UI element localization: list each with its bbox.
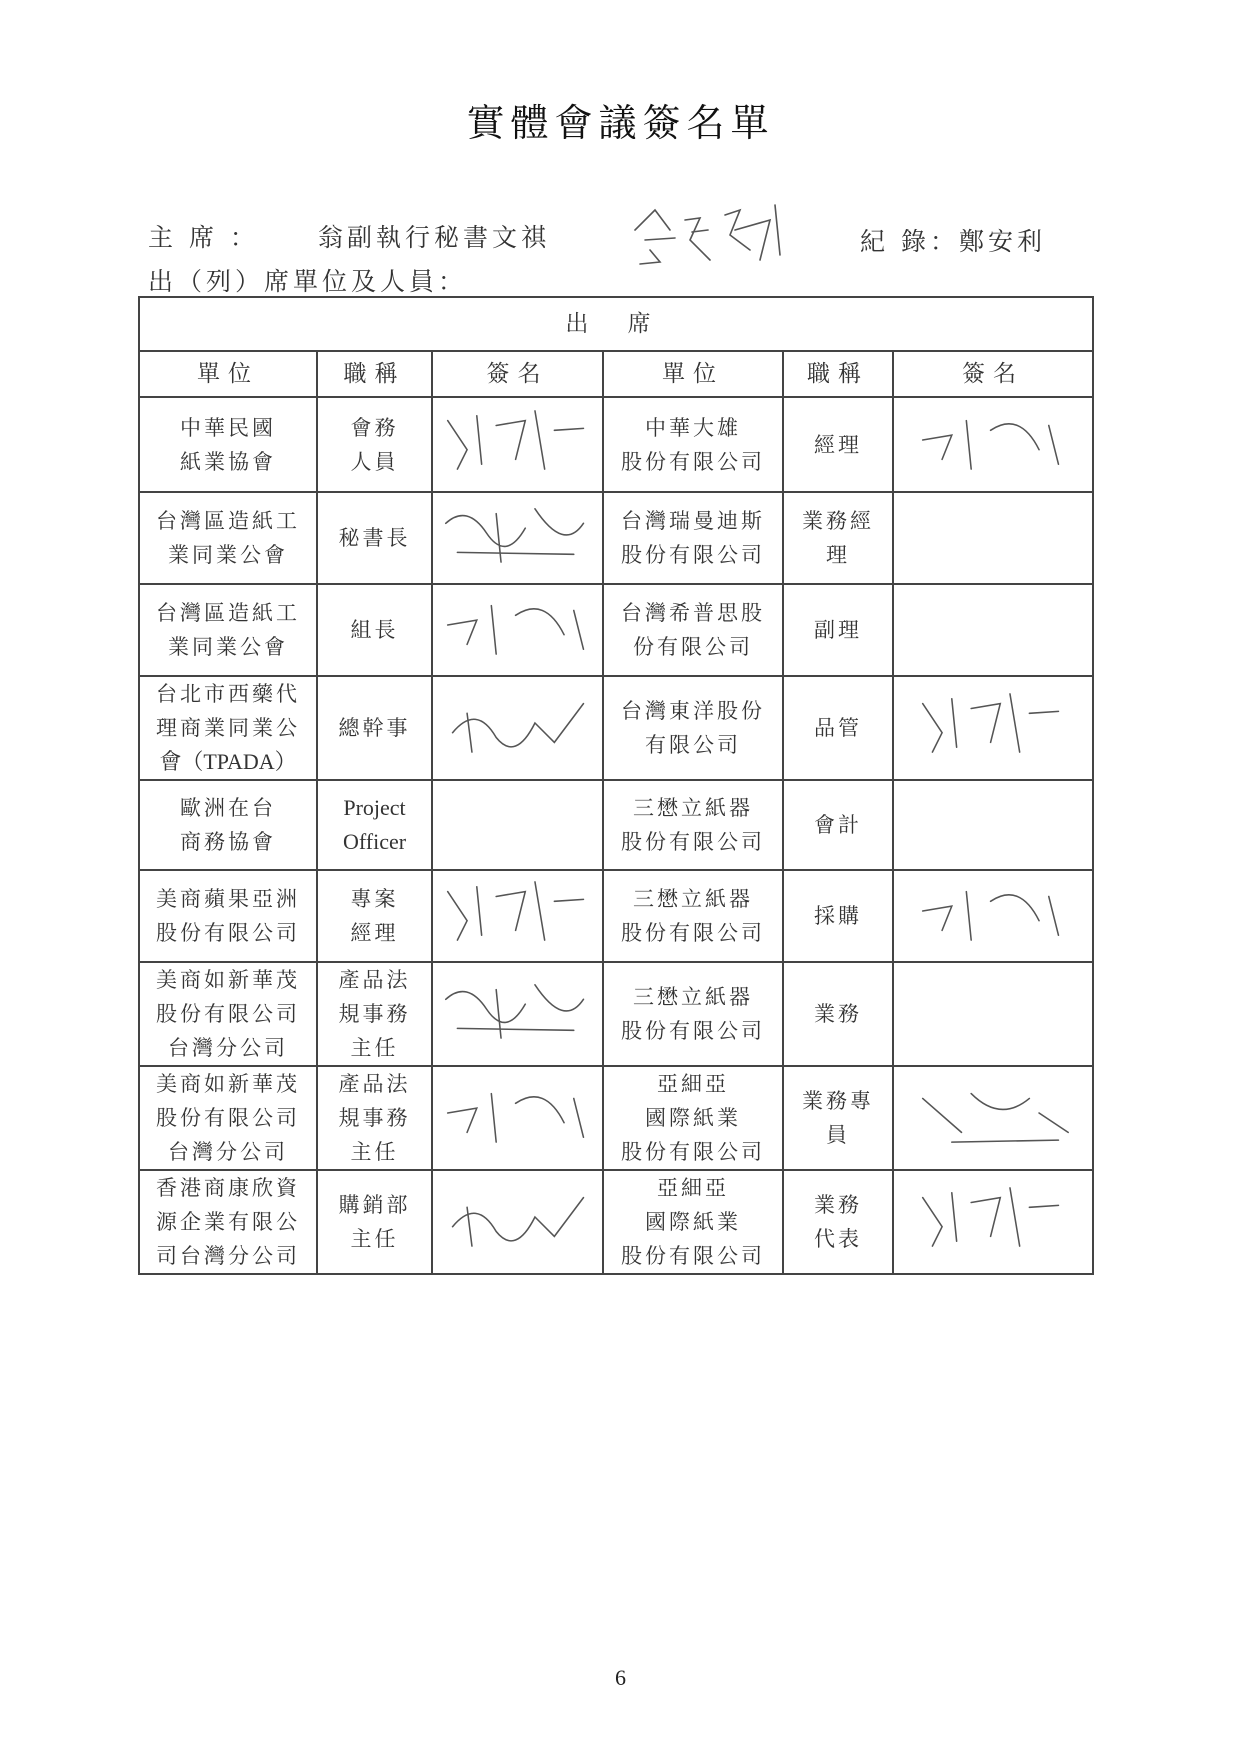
title-cell: 產品法 規事務 主任 (317, 1066, 432, 1170)
signature-blank (893, 492, 1093, 584)
title-cell: 採購 (783, 870, 893, 962)
unit-cell: 香港商康欣資 源企業有限公 司台灣分公司 (139, 1170, 317, 1274)
title-cell: 購銷部 主任 (317, 1170, 432, 1274)
chair-value: 翁副執行秘書文祺 (318, 223, 551, 252)
table-row (139, 492, 1093, 584)
unit-cell: 三懋立紙器 股份有限公司 (603, 780, 783, 870)
signature (432, 492, 603, 584)
attendance-table (138, 296, 1094, 1275)
signature (893, 397, 1093, 492)
signature (893, 870, 1093, 962)
unit-cell: 亞細亞 國際紙業 股份有限公司 (603, 1170, 783, 1274)
table-row (139, 1066, 1093, 1170)
title-cell: 業務 (783, 962, 893, 1066)
attendees-label: 出（列）席單位及人員： (148, 267, 468, 296)
signature-blank (893, 962, 1093, 1066)
chair-label: 主 席 ： (148, 223, 259, 252)
title-cell: 專案 經理 (317, 870, 432, 962)
unit-cell: 歐洲在台 商務協會 (139, 780, 317, 870)
signature (432, 397, 603, 492)
signature (432, 870, 603, 962)
unit-cell: 台北市西藥代 理商業同業公 會（TPADA） (139, 676, 317, 780)
signature-blank (893, 780, 1093, 870)
unit-cell: 台灣東洋股份 有限公司 (603, 676, 783, 780)
title-cell: 業務 代表 (783, 1170, 893, 1274)
unit-cell: 台灣瑞曼迪斯 股份有限公司 (603, 492, 783, 584)
unit-cell: 三懋立紙器 股份有限公司 (603, 870, 783, 962)
page-number: 6 (615, 1665, 626, 1690)
chair-line (148, 218, 550, 254)
title-cell: Project Officer (317, 780, 432, 870)
signature-blank (893, 584, 1093, 676)
unit-cell: 中華民國 紙業協會 (139, 397, 317, 492)
title-cell: 總幹事 (317, 676, 432, 780)
unit-cell: 台灣區造紙工 業同業公會 (139, 492, 317, 584)
signature (432, 676, 603, 780)
unit-cell: 中華大雄 股份有限公司 (603, 397, 783, 492)
signature (893, 1170, 1093, 1274)
table-row (139, 780, 1093, 870)
title-cell: 會務 人員 (317, 397, 432, 492)
title-cell: 秘書長 (317, 492, 432, 584)
unit-cell: 台灣希普思股 份有限公司 (603, 584, 783, 676)
table-row (139, 584, 1093, 676)
signature (432, 1066, 603, 1170)
title-cell: 品管 (783, 676, 893, 780)
column-header: 單位 (603, 351, 783, 397)
title-cell: 業務經 理 (783, 492, 893, 584)
table-row (139, 397, 1093, 492)
title-cell: 業務專 員 (783, 1066, 893, 1170)
signature (432, 584, 603, 676)
title-cell: 副理 (783, 584, 893, 676)
column-header: 單位 (139, 351, 317, 397)
title-cell: 組長 (317, 584, 432, 676)
recorder: 紀 錄：鄭安利 (860, 227, 1046, 256)
title-cell: 經理 (783, 397, 893, 492)
column-header: 職稱 (783, 351, 893, 397)
table-row (139, 962, 1093, 1066)
table-row (139, 870, 1093, 962)
unit-cell: 美商如新華茂 股份有限公司 台灣分公司 (139, 1066, 317, 1170)
unit-cell: 美商蘋果亞洲 股份有限公司 (139, 870, 317, 962)
signature (432, 1170, 603, 1274)
column-header-row (139, 351, 1093, 397)
section-header: 出 席 (139, 297, 1093, 351)
unit-cell: 三懋立紙器 股份有限公司 (603, 962, 783, 1066)
chair-signature (630, 200, 790, 274)
table-row (139, 676, 1093, 780)
title-cell: 產品法 規事務 主任 (317, 962, 432, 1066)
column-header: 簽名 (432, 351, 603, 397)
column-header: 簽名 (893, 351, 1093, 397)
signature (893, 676, 1093, 780)
unit-cell: 台灣區造紙工 業同業公會 (139, 584, 317, 676)
table-row (139, 1170, 1093, 1274)
signature-blank (432, 780, 603, 870)
signature (893, 1066, 1093, 1170)
unit-cell: 亞細亞 國際紙業 股份有限公司 (603, 1066, 783, 1170)
column-header: 職稱 (317, 351, 432, 397)
title-cell: 會計 (783, 780, 893, 870)
signature (432, 962, 603, 1066)
page-title: 實體會議簽名單 (466, 101, 775, 145)
section-header-row (139, 297, 1093, 351)
unit-cell: 美商如新華茂 股份有限公司 台灣分公司 (139, 962, 317, 1066)
